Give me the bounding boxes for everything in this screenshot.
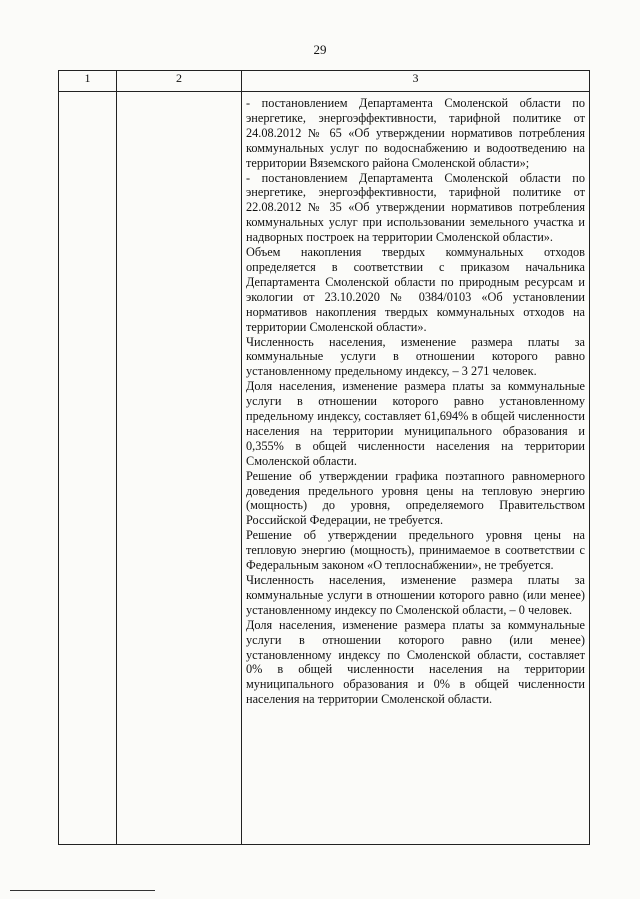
footer-rule [10,890,155,891]
paragraph-4: Численность населения, изменение размера платы за коммунальные услуги в отношении которого равно установленному предельному индексу, – 3 271 человек. [246,334,585,379]
paragraph-1: - постановлением Департамента Смоленской области по энергетике, энергоэффективности, тарифной политике от 24.08.2012 № 65 «Об утверждении нормативов потребления коммунальных услуг по водоснабжению и водоотведению на территории Вяземского района Смоленской области»; [246,96,585,170]
table-row [59,92,590,845]
table-header-row [59,71,590,92]
document-table [58,70,590,845]
paragraph-9: Доля населения, изменение размера платы за коммунальные услуги в отношении которого равно (или менее) установленному индексу по Смоленской области, составляет 0% в общей численности населения на территории муниципального образования и 0% в общей численности населения на территории Смоленской области. [246,617,585,707]
column-1-cell [59,92,117,845]
column-2-cell [117,92,242,845]
paragraph-3: Объем накопления твердых коммунальных отходов определяется в соответствии с приказом начальника Департамента Смоленской области по природным ресурсам и экологии от 23.10.2020 № 0384/0103 «Об установлении нормативов накопления твердых коммунальных отходов на территории Смоленской области». [246,245,585,334]
paragraph-6: Решение об утверждении графика поэтапного равномерного доведения предельного уровня цены на тепловую энергию (мощность) до уровня, определяемого Правительством Российской Федерации, не требуется. [246,468,585,528]
cell-content [242,92,589,707]
column-header-1: 1 [59,71,117,92]
paragraph-7: Решение об утверждении предельного уровня цены на тепловую энергию (мощность), принимаемое в соответствии с Федеральным законом «О теплоснабжении», не требуется. [246,528,585,573]
paragraph-5: Доля населения, изменение размера платы за коммунальные услуги в отношении которого равно установленному предельному индексу, составляет 61,694% в общей численности населения на территории муниципального образования и 0,355% в общей численности населения на территории Смоленской области. [246,379,585,468]
paragraph-8: Численность населения, изменение размера платы за коммунальные услуги в отношении которого равно (или менее) установленному индексу по Смоленской области, – 0 человек. [246,573,585,617]
column-header-2: 2 [117,71,242,92]
paragraph-2: - постановлением Департамента Смоленской области по энергетике, энергоэффективности, тарифной политике от 22.08.2012 № 35 «Об утверждении нормативов потребления коммунальных услуг при использовании земельного участка и надворных построек на территории Смоленской области». [246,170,585,245]
column-3-cell [242,92,590,845]
column-header-3: 3 [242,71,590,92]
page-number: 29 [313,42,327,57]
